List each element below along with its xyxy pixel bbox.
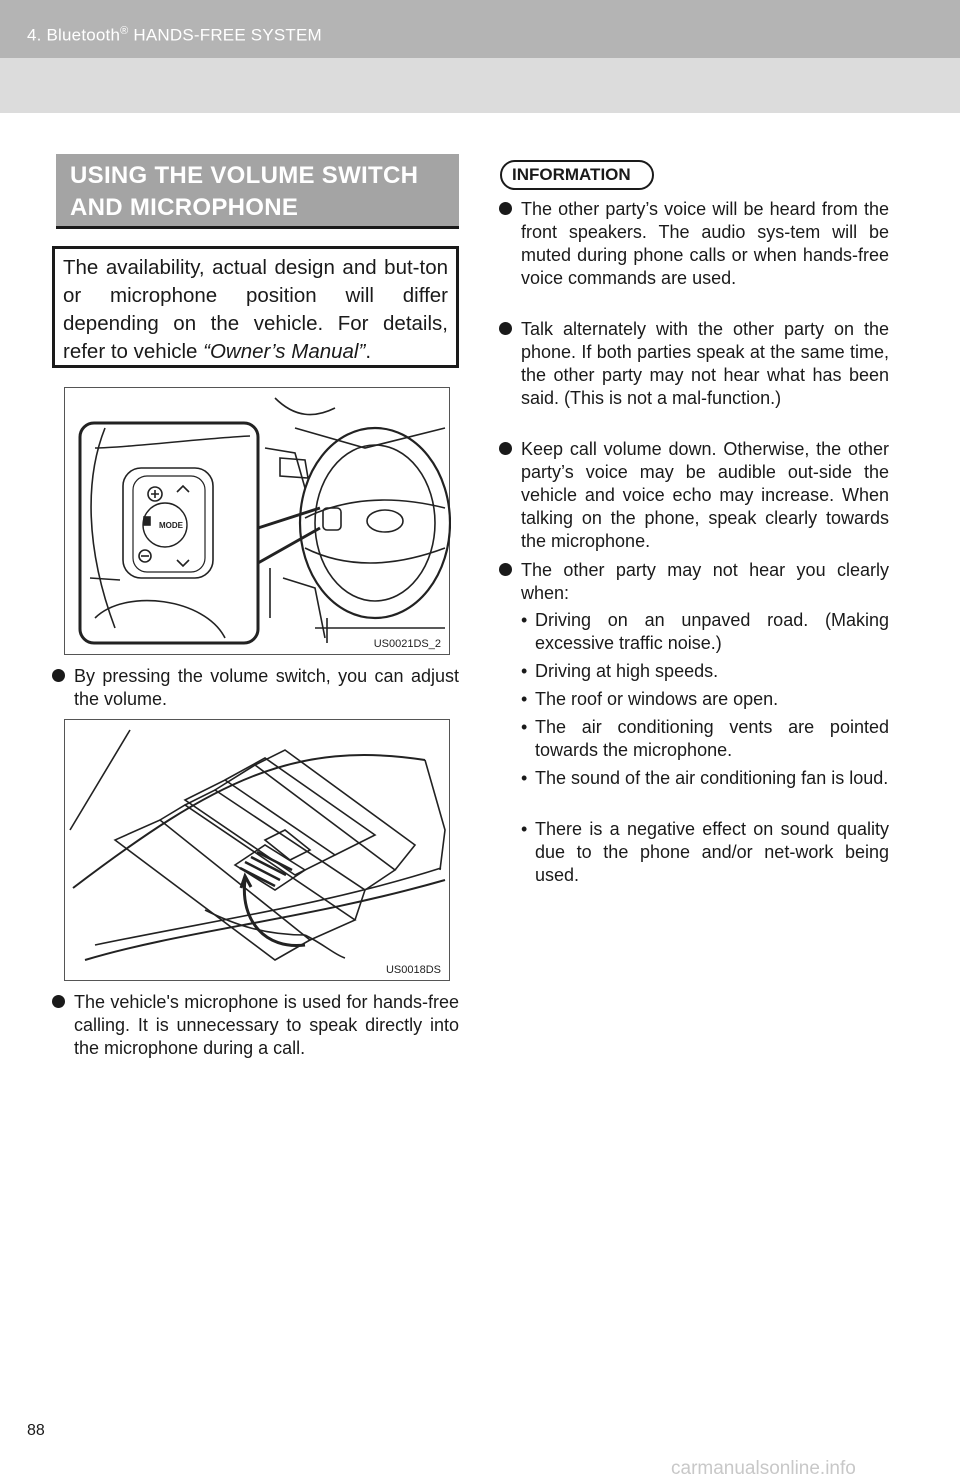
page-number: 88	[27, 1422, 45, 1439]
chapter-title: 4. Bluetooth® HANDS-FREE SYSTEM	[27, 25, 322, 45]
watermark: carmanualsonline.info	[671, 1458, 856, 1479]
information-tag: INFORMATION	[500, 160, 654, 190]
sub-item-speed: • Driving at high speeds.	[521, 661, 719, 681]
steering-switch-figure	[64, 387, 450, 655]
sub-item-quality: • There is a negative effect on sound quality due to the phone and/or net-work being used.	[521, 819, 889, 885]
bullet-microphone: The vehicle's microphone is used for hands-free calling. It is unnecessary to speak directly into the microphone during a call.	[52, 991, 459, 1060]
section-title-line1: USING THE VOLUME SWITCH	[70, 162, 419, 189]
section-heading	[56, 154, 459, 229]
bullet-volume: By pressing the volume switch, you can adjust the volume.	[52, 665, 459, 711]
bullet-dot	[52, 995, 65, 1008]
figure-code-1: US0021DS_2	[373, 638, 441, 650]
sub-item-vents: • The air conditioning vents are pointed towards the microphone.	[521, 717, 889, 760]
info-bullet-speakers: The other party’s voice will be heard from the front speakers. The audio sys-tem will be muted during phone calls or when hands-free voice commands are used.	[499, 198, 889, 290]
info-bullet-talk-alternately: Talk alternately with the other party on the phone. If both parties speak at the same time, the other party may not hear what has been said. (This is not a mal-function.)	[499, 318, 889, 410]
mode-label: MODE	[159, 521, 183, 530]
section-title-line2: AND MICROPHONE	[70, 194, 299, 221]
info-bullet-call-volume: Keep call volume down. Otherwise, the other party’s voice may be audible out-side the vehicle and voice echo may increase. When talking on the phone, speak clearly towards the microphone.	[499, 438, 889, 553]
microphone-figure	[64, 719, 450, 981]
bullet-dot	[499, 563, 512, 576]
sub-item-unpaved: • Driving on an unpaved road. (Making excessive traffic noise.)	[521, 610, 889, 653]
header-band	[0, 58, 960, 113]
availability-note: The availability, actual design and but-ton or microphone position will differ depending on the vehicle. For details, refer to vehicle “Owner’s Manual”.	[52, 246, 459, 368]
bullet-dot	[499, 202, 512, 215]
sub-item-fan: • The sound of the air conditioning fan is loud.	[521, 768, 889, 788]
bullet-dot	[52, 669, 65, 682]
figure-code-2: US0018DS	[385, 964, 441, 976]
bullet-dot	[499, 442, 512, 455]
sub-item-windows: • The roof or windows are open.	[521, 689, 779, 709]
info-bullet-not-hear: The other party may not hear you clearly when:	[499, 559, 889, 605]
bullet-dot	[499, 322, 512, 335]
